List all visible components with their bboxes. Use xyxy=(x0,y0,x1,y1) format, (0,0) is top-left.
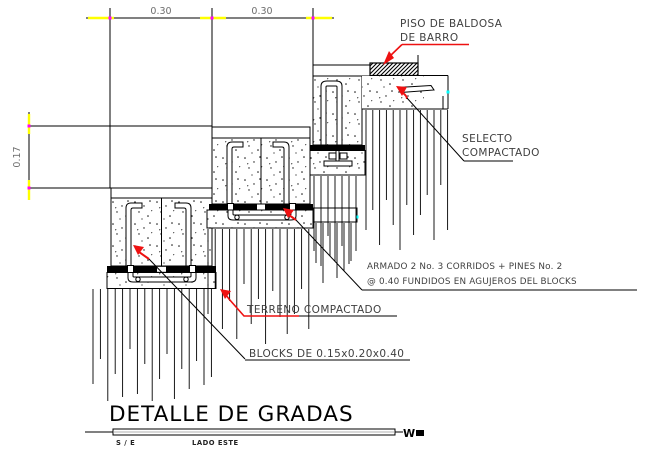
step3-tread-strip xyxy=(313,65,370,76)
dimension-value-tread2: 0.30 xyxy=(251,6,273,17)
side-note: LADO ESTE xyxy=(192,439,239,447)
label-blocks: BLOCKS DE 0.15x0.20x0.40 xyxy=(249,348,405,360)
snap-marker xyxy=(447,91,450,94)
selecto-fill-area xyxy=(362,76,424,109)
label-selecto-line2: COMPACTADO xyxy=(462,147,540,159)
dimension-value-tread1: 0.30 xyxy=(150,6,172,17)
dimension-tick xyxy=(28,125,31,128)
label-piso-line1: PISO DE BALDOSA xyxy=(400,18,503,30)
ground-hatch-step2 xyxy=(208,229,309,344)
step1-group xyxy=(107,188,216,289)
drawing-title: DETALLE DE GRADAS xyxy=(109,402,354,427)
step2-band-gap xyxy=(257,205,265,210)
dimension-tick xyxy=(211,17,214,20)
piso-leader xyxy=(383,45,469,66)
label-piso-line2: DE BARRO xyxy=(400,32,459,44)
label-armado-line2: @ 0.40 FUNDIDOS EN AGUJEROS DEL BLOCKS xyxy=(367,277,577,287)
label-selecto-line1: SELECTO xyxy=(462,133,513,145)
dimension-tick xyxy=(312,17,315,20)
title-end-mark: W xyxy=(403,427,416,440)
step2-rebar-tab xyxy=(228,204,234,211)
ground-hatch-selecto xyxy=(366,110,448,250)
title-block xyxy=(85,402,424,447)
title-end-square xyxy=(416,430,424,436)
step1-rebar-pin xyxy=(184,277,188,281)
clay-tile-section xyxy=(370,63,418,76)
label-armado-line1: ARMADO 2 No. 3 CORRIDOS + PINES No. 2 xyxy=(367,262,563,272)
step1-rebar-pin xyxy=(136,277,140,281)
dimension-tick xyxy=(28,187,31,190)
dimension-value-riser: 0.17 xyxy=(12,146,23,168)
step2-tread-strip xyxy=(212,127,310,138)
step1-tread-strip xyxy=(111,188,212,198)
step1-rebar-tab xyxy=(190,266,196,273)
step1-rebar-tab xyxy=(128,266,134,273)
step2-rebar-pin xyxy=(235,215,239,219)
step2-rebar-tab xyxy=(290,204,296,211)
label-terreno: TERRENO COMPACTADO xyxy=(247,304,382,316)
scale-note: S / E xyxy=(116,439,136,447)
step3-mortar-band xyxy=(310,145,365,151)
dimension-tick xyxy=(109,17,112,20)
left-dimension-group xyxy=(12,112,212,200)
